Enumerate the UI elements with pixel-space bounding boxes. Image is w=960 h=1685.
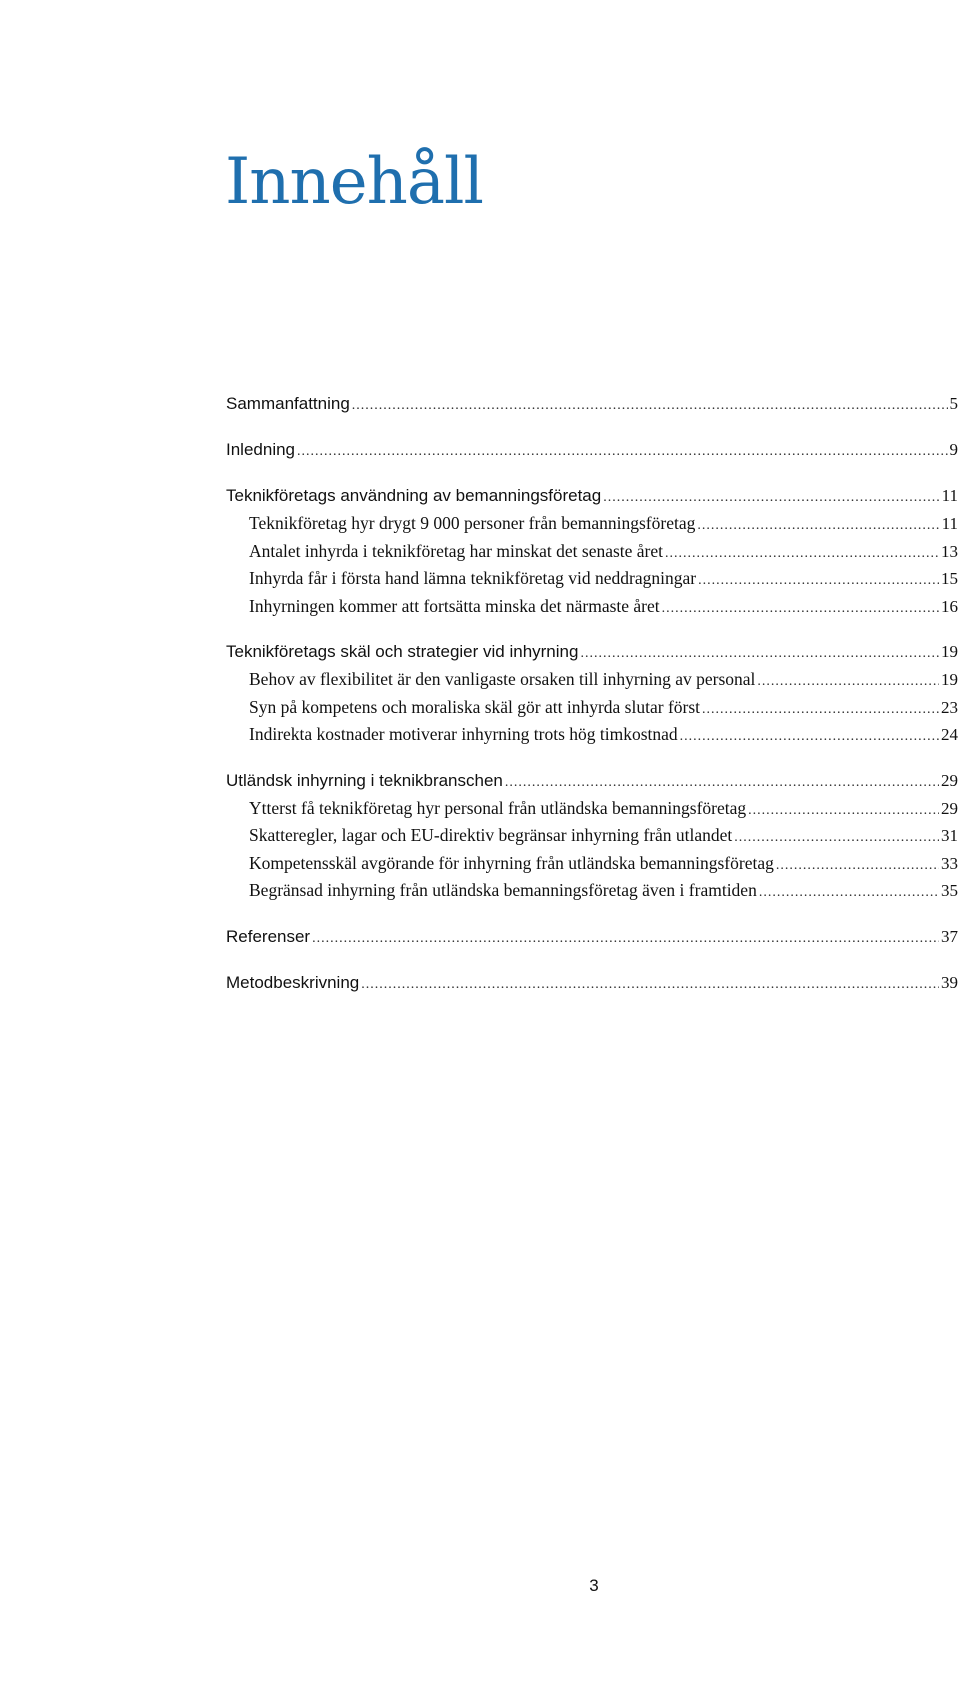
toc-entry-page-number: 5 — [949, 394, 958, 413]
dot-leader — [297, 438, 947, 466]
dot-leader — [734, 824, 939, 852]
toc-entry[interactable] — [226, 436, 958, 464]
toc-section — [226, 482, 958, 620]
toc-subentry[interactable] — [226, 666, 958, 694]
dot-leader — [361, 971, 939, 999]
toc-subentry-page-number: 29 — [941, 798, 958, 818]
toc-subentry-page-number: 13 — [941, 541, 958, 561]
toc-subentry-label: Indirekta kostnader motiverar inhyrning trots hög timkostnad — [249, 724, 678, 744]
dot-leader — [697, 512, 939, 540]
toc-subentry-label: Ytterst få teknikföretag hyr personal från utländska bemanningsföretag — [249, 797, 747, 818]
page-title: Innehåll — [225, 145, 483, 219]
table-of-contents — [226, 390, 958, 1015]
toc-entry-label: Utländsk inhyrning i teknikbranschen — [226, 770, 503, 790]
toc-subentry-label: Syn på kompetens och moraliska skäl gör att inhyrda slutar först — [249, 696, 701, 717]
dot-leader — [759, 879, 939, 907]
dot-leader — [776, 852, 939, 880]
dot-leader — [665, 540, 939, 568]
dot-leader — [312, 925, 939, 953]
dot-leader — [757, 668, 939, 696]
toc-subentry-label: Begränsad inhyrning från utländska bemanningsföretag även i framtiden — [249, 880, 757, 900]
toc-subentry-page-number: 16 — [941, 596, 958, 616]
toc-entry-label: Metodbeskrivning — [226, 972, 360, 992]
toc-entry-page-number: 19 — [941, 642, 958, 661]
toc-section — [226, 390, 958, 418]
toc-section — [226, 767, 958, 905]
toc-subentry[interactable] — [226, 795, 958, 823]
toc-subentry[interactable] — [226, 538, 958, 566]
toc-section — [226, 923, 958, 951]
toc-entry[interactable] — [226, 767, 958, 795]
toc-subentry-label: Kompetensskäl avgörande för inhyrning från utländska bemanningsföretag — [249, 852, 774, 873]
toc-subentry-page-number: 35 — [941, 881, 958, 900]
toc-entry-page-number: 37 — [941, 926, 958, 946]
toc-subentry-page-number: 11 — [941, 514, 958, 533]
toc-entry-label: Teknikföretags skäl och strategier vid inhyrning — [226, 642, 579, 661]
dot-leader — [603, 484, 939, 512]
toc-subentry-page-number: 19 — [941, 670, 958, 689]
toc-entry[interactable] — [226, 923, 958, 951]
toc-subentry[interactable] — [226, 822, 958, 850]
toc-entry-page-number: 39 — [941, 972, 958, 992]
toc-subentry-page-number: 23 — [941, 697, 958, 717]
toc-subentry-label: Teknikföretag hyr drygt 9 000 personer från bemanningsföretag — [249, 513, 696, 533]
toc-subentry-label: Antalet inhyrda i teknikföretag har minskat det senaste året — [249, 540, 664, 561]
toc-subentry-label: Inhyrda får i första hand lämna teknikföretag vid neddragningar — [249, 568, 697, 588]
toc-subentry[interactable] — [226, 694, 958, 722]
toc-entry-label: Teknikföretags användning av bemanningsföretag — [226, 486, 602, 505]
dot-leader — [505, 769, 939, 797]
toc-entry-label: Inledning — [226, 440, 296, 459]
toc-entry-label: Sammanfattning — [226, 394, 350, 413]
toc-subentry[interactable] — [226, 877, 958, 905]
toc-section — [226, 436, 958, 464]
dot-leader — [662, 595, 939, 623]
toc-entry[interactable] — [226, 969, 958, 997]
toc-entry-page-number: 11 — [941, 486, 958, 505]
page-number: 3 — [589, 1576, 599, 1595]
toc-entry[interactable] — [226, 390, 958, 418]
toc-subentry[interactable] — [226, 593, 958, 621]
toc-section — [226, 638, 958, 749]
toc-subentry-page-number: 24 — [941, 725, 958, 744]
toc-subentry[interactable] — [226, 721, 958, 749]
toc-entry-page-number: 29 — [941, 770, 958, 790]
dot-leader — [702, 696, 939, 724]
dot-leader — [352, 392, 948, 420]
toc-entry-page-number: 9 — [949, 440, 958, 459]
dot-leader — [580, 640, 939, 668]
dot-leader — [748, 797, 939, 825]
toc-subentry-page-number: 33 — [941, 853, 958, 873]
toc-section — [226, 969, 958, 997]
toc-entry-label: Referenser — [226, 926, 311, 946]
toc-subentry[interactable] — [226, 510, 958, 538]
toc-subentry-label: Behov av flexibilitet är den vanligaste orsaken till inhyrning av personal — [249, 669, 756, 689]
toc-entry[interactable] — [226, 482, 958, 510]
dot-leader — [680, 723, 939, 751]
toc-subentry[interactable] — [226, 850, 958, 878]
toc-subentry-page-number: 31 — [941, 826, 958, 845]
dot-leader — [698, 567, 939, 595]
toc-subentry[interactable] — [226, 565, 958, 593]
toc-subentry-page-number: 15 — [941, 569, 958, 588]
toc-subentry-label: Skatteregler, lagar och EU-direktiv begränsar inhyrning från utlandet — [249, 825, 733, 845]
toc-subentry-label: Inhyrningen kommer att fortsätta minska det närmaste året — [249, 595, 660, 616]
toc-entry[interactable] — [226, 638, 958, 666]
